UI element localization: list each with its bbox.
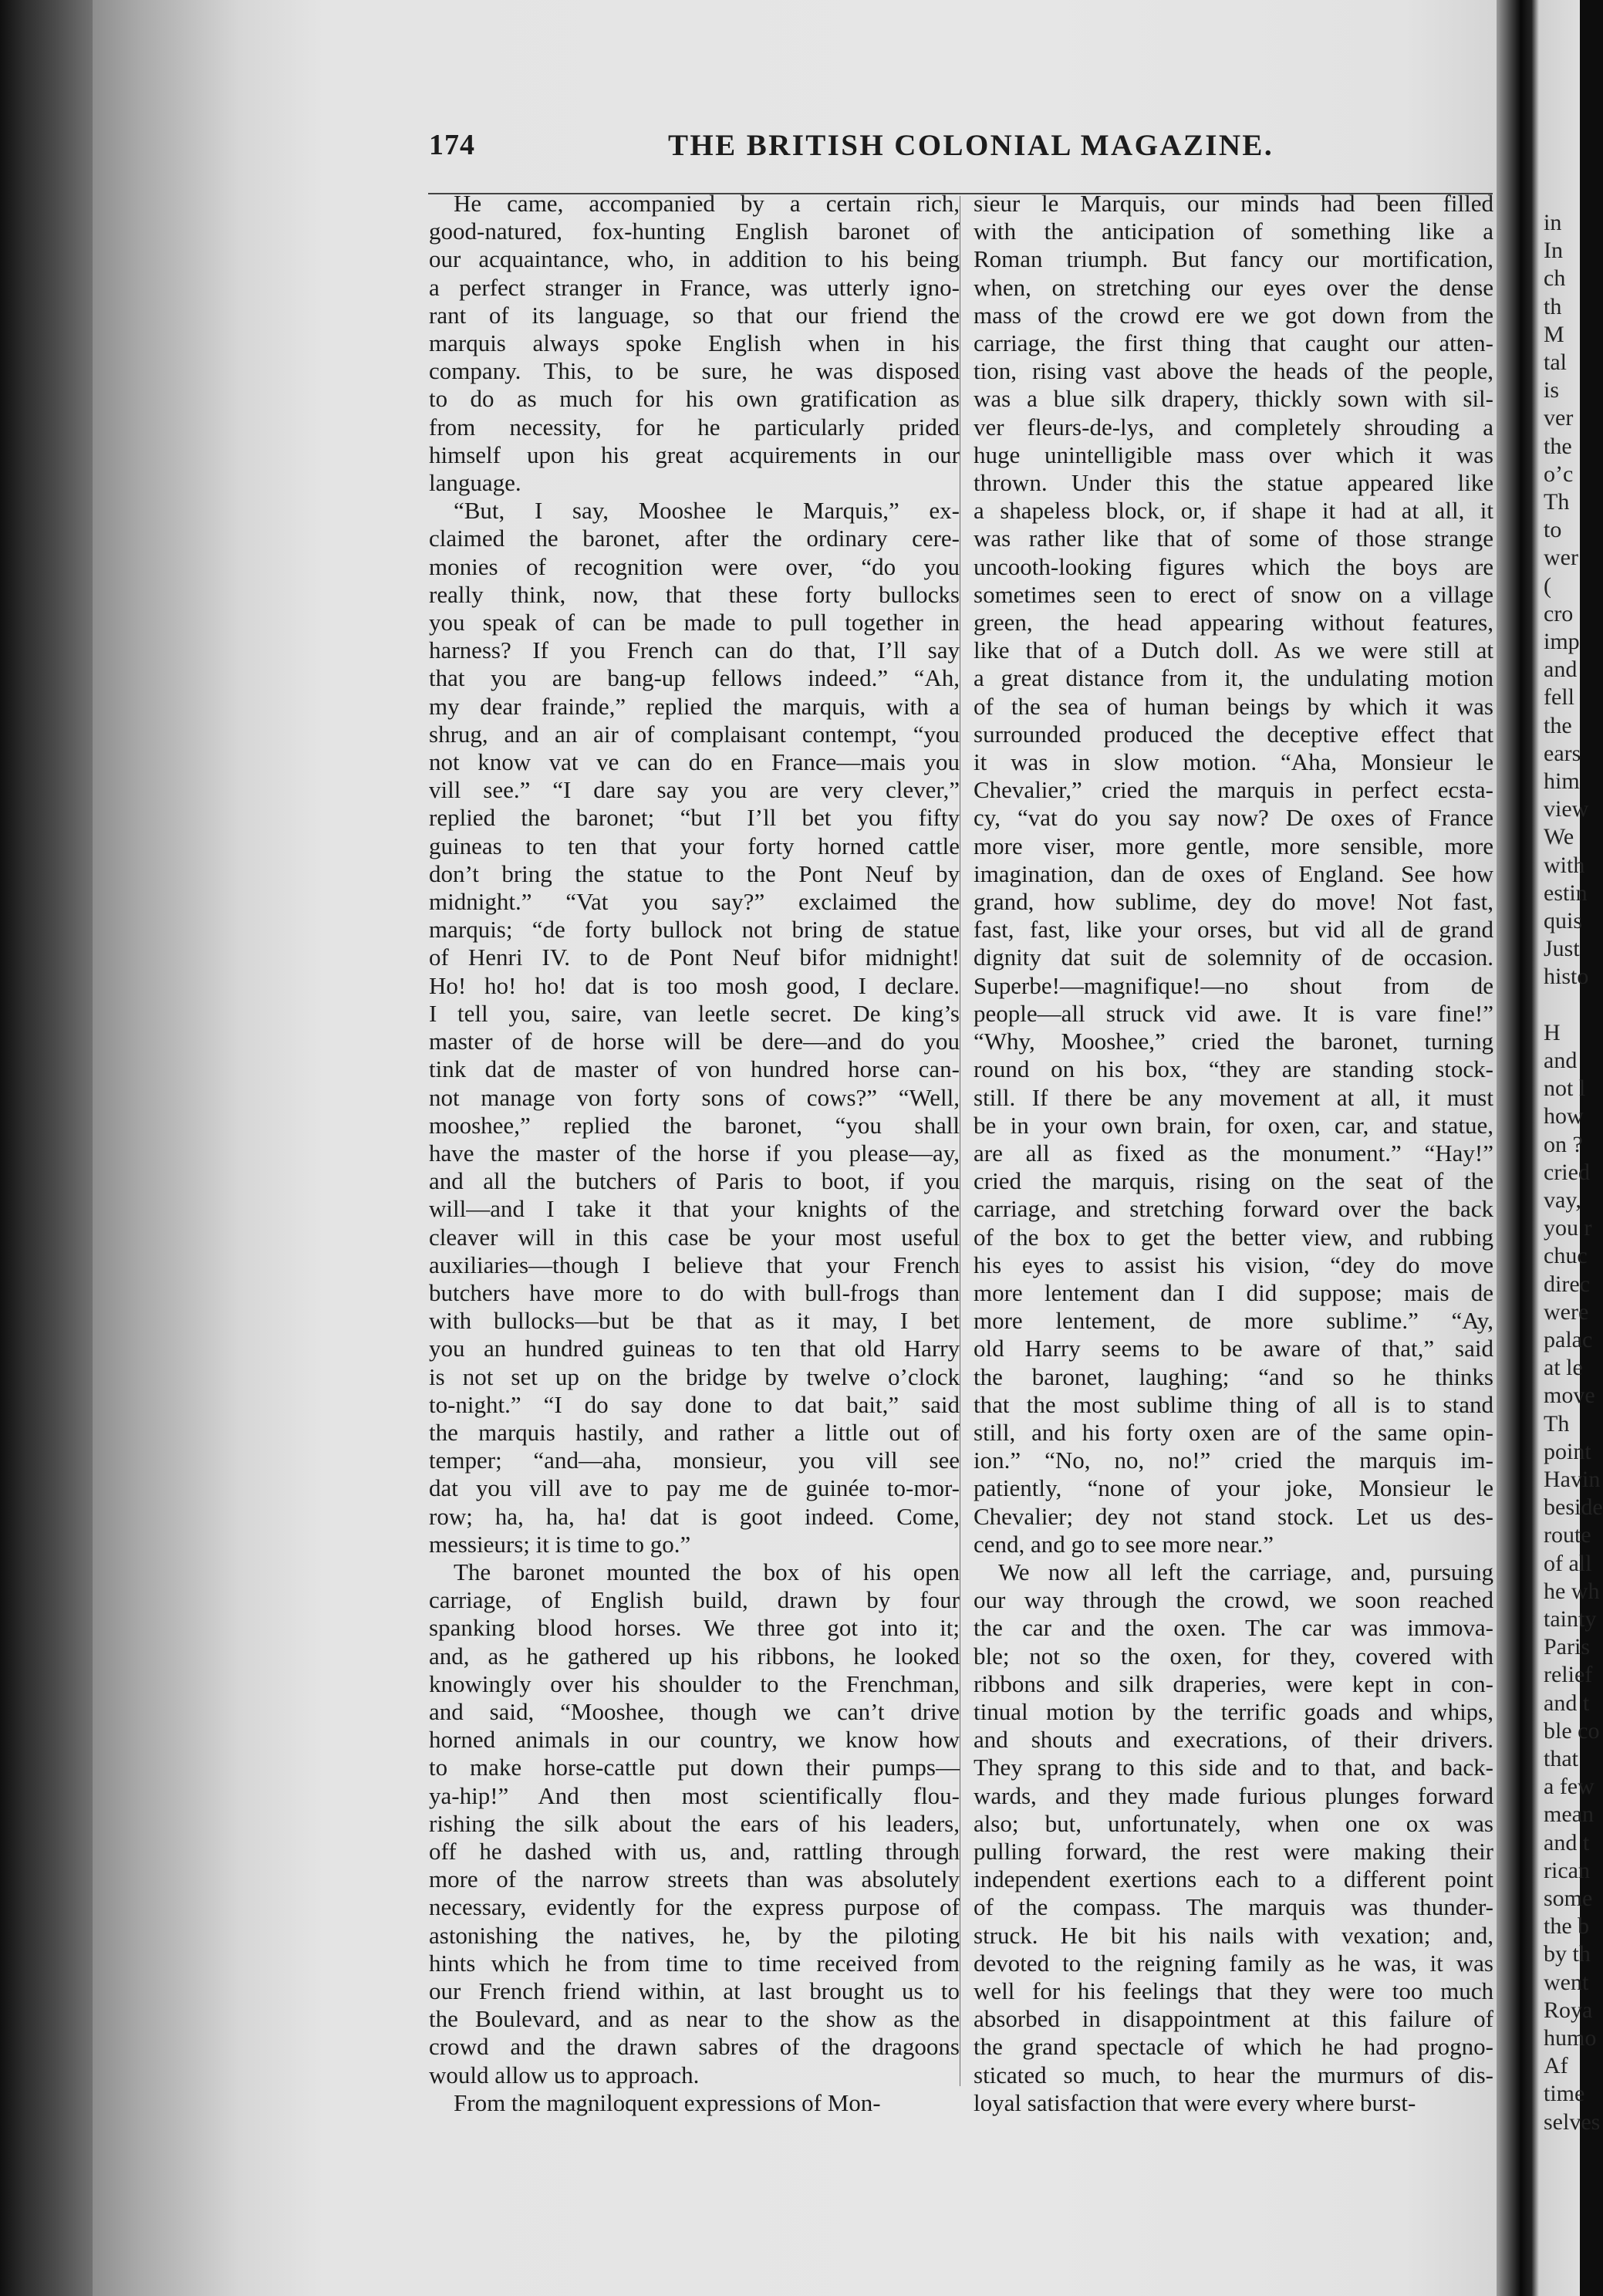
text-line: well for his feelings that they were too much [974,1977,1493,2004]
facing-page-fragment: and t [1544,1829,1590,1855]
facing-page-fragment: Th [1544,1410,1570,1437]
left-text-column [429,190,960,2116]
facing-page-fragment: estin [1544,880,1588,906]
text-line: “But, I say, Mooshee le Marquis,” ex- [454,497,960,525]
facing-page-fragment: route [1544,1522,1591,1548]
text-line: Chevalier; dey not stand stock. Let us des- [974,1502,1493,1530]
text-line: was rather like that of some of those strange [974,525,1493,552]
facing-page-fragment: move [1544,1383,1595,1409]
text-line: you speak of can be made to pull together in [429,609,960,636]
text-line: wards, and they made furious plunges forward [974,1781,1493,1809]
running-head [429,128,1481,177]
text-line: marquis; “de forty bullock not bring de statue [429,916,960,944]
facing-page [1531,0,1603,2296]
text-line: company. This, to be sure, he was disposed [429,357,960,385]
text-line: cleaver will in this case be your most useful [429,1223,960,1251]
text-line: shrug, and an air of complaisant contempt, “you [429,720,960,748]
facing-page-fragment: and [1544,657,1578,683]
facing-page-fragment: Just [1544,936,1580,962]
facing-page-fragment: and [1544,1048,1578,1073]
text-line: guineas to ten that your forty horned cattle [429,832,960,859]
facing-page-fragment: cried [1544,1159,1590,1185]
text-line: Ho! ho! ho! dat is too mosh good, I declare. [429,971,960,999]
text-line: He came, accompanied by a certain rich, [454,190,960,217]
text-line: They sprang to this side and to that, and back- [974,1754,1493,1781]
text-line: still. If there be any movement at all, it must [974,1083,1493,1111]
facing-page-fragment: ver [1544,405,1574,431]
text-line: old Harry seems to be aware of that,” said [974,1335,1493,1362]
text-line: From the magniloquent expressions of Mon- [454,2088,881,2116]
text-line: ion.” “No, no, no!” cried the marquis im- [974,1447,1493,1474]
text-line: spanking blood horses. We three got into it; [429,1614,960,1642]
text-line: more of the narrow streets than was absolutely [429,1866,960,1893]
text-line: have the master of the horse if you please—ay, [429,1139,960,1167]
text-line: butchers have more to do with bull-frogs than [429,1278,960,1306]
facing-page-fragment: In [1544,238,1563,264]
text-line: our acquaintance, who, in addition to his being [429,245,960,273]
text-line: and said, “Mooshee, though we can’t drive [429,1697,960,1725]
facing-page-fragment: ble co [1544,1717,1600,1744]
text-line: master of de horse will be dere—and do you [429,1028,960,1055]
facing-page-fragment: chuc [1544,1243,1588,1269]
text-line: a shapeless block, or, if shape it had at all, it [974,497,1493,525]
text-line: huge unintelligible mass over which it was [974,441,1493,468]
text-line: language. [429,469,521,497]
text-line: We now all left the carriage, and, pursuing [998,1558,1493,1585]
facing-page-fragment: Havin [1544,1467,1601,1492]
text-line: my dear frainde,” replied the marquis, with a [429,692,960,720]
text-line: people—all struck vid awe. It is vare fine!” [974,999,1493,1027]
facing-page-fragment: o’c [1544,461,1574,487]
text-line: of the sea of human beings by which it was [974,692,1493,720]
text-line: loyal satisfaction that were every where burst- [974,2088,1416,2116]
facing-page-fragment: to [1544,517,1562,543]
book-fore-edge [0,0,100,2296]
text-line: astonishing the natives, he, by the piloting [429,1921,960,1949]
facing-page-fragment: he wh [1544,1578,1600,1604]
text-line: carriage, the first thing that caught our atten- [974,329,1493,357]
facing-page-fragment: direc [1544,1271,1590,1297]
text-line: would allow us to approach. [429,2061,700,2088]
facing-page-fragment: selves [1544,2109,1601,2135]
facing-page-fragment: the [1544,712,1572,738]
text-line: the baronet, laughing; “and so he thinks [974,1362,1493,1390]
text-line: you an hundred guineas to ten that old Harry [429,1335,960,1362]
text-line: of the box to get the better view, and rubbing [974,1223,1493,1251]
text-line: to make horse-cattle put down their pumps— [429,1754,960,1781]
text-line: tink dat de master of von hundred horse can- [429,1055,960,1083]
facing-page-fragment: rican [1544,1857,1590,1883]
text-line: round on his box, “they are standing stock- [974,1055,1493,1083]
text-line: cy, “vat do you say now? De oxes of France [974,804,1493,832]
text-line: carriage, and stretching forward over the back [974,1195,1493,1223]
text-line: thrown. Under this the statue appeared like [974,469,1493,497]
text-line: hints which he from time to time received from [429,1949,960,1977]
facing-page-fragment: th [1544,293,1562,319]
facing-page-fragment: you r [1544,1215,1592,1241]
facing-page-fragment: Af [1544,2053,1568,2079]
text-line: crowd and the drawn sabres of the dragoons [429,2033,960,2061]
right-text-column [974,190,1493,2116]
facing-page-fragment: tainty [1544,1606,1597,1632]
text-line: green, the head appearing without features, [974,609,1493,636]
text-line: dat you vill ave to pay me de guinée to-mor- [429,1474,960,1502]
facing-page-fragment: ears [1544,740,1581,766]
facing-page-fragment: and t [1544,1690,1590,1716]
facing-page-fragment: is [1544,377,1560,403]
text-line: and all the butchers of Paris to boot, if you [429,1167,960,1195]
text-line: will—and I take it that your knights of the [429,1195,960,1223]
text-line: “Why, Mooshee,” cried the baronet, turning [974,1028,1493,1055]
text-line: claimed the baronet, after the ordinary cere- [429,525,960,552]
text-line: cend, and go to see more near.” [974,1530,1274,1558]
text-line: tinual motion by the terrific goads and whips, [974,1697,1493,1725]
text-line: off he dashed with us, and, rattling through [429,1837,960,1865]
facing-page-fragment: Roya [1544,1997,1593,2023]
text-line: more viser, more gentle, more sensible, more [974,832,1493,859]
text-line: messieurs; it is time to go.” [429,1530,691,1558]
facing-page-fragment: in [1544,210,1562,235]
facing-page-fragment: We [1544,824,1574,850]
text-line: is not set up on the bridge by twelve o’clock [429,1362,960,1390]
text-line: temper; “and—aha, monsieur, you vill see [429,1447,960,1474]
text-line: and shouts and execrations, of their drivers. [974,1726,1493,1754]
text-line: the Boulevard, and as near to the show as the [429,2005,960,2033]
text-line: harness? If you French can do that, I’ll say [429,636,960,664]
text-line: tion, rising vast above the heads of the people, [974,357,1493,385]
text-line: midnight.” “Vat you say?” exclaimed the [429,888,960,916]
text-line: imagination, dan de oxes of England. See how [974,859,1493,887]
text-line: vill see.” “I dare say you are very clever,” [429,776,960,804]
text-line: the marquis hastily, and rather a little out of [429,1418,960,1446]
text-line: with the anticipation of something like a [974,218,1493,245]
facing-page-fragment: beside [1544,1494,1603,1521]
text-line: sieur le Marquis, our minds had been filled [974,190,1493,217]
text-line: not know vat ve can do en France—mais you [429,748,960,776]
facing-page-fragment: cro [1544,600,1574,626]
text-line: also; but, unfortunately, when one ox was [974,1809,1493,1837]
text-line: more lentement, de more sublime.” “Ay, [974,1307,1493,1335]
text-line: be in your own brain, for oxen, car, and statue, [974,1111,1493,1139]
facing-page-fragment: were [1544,1298,1589,1325]
text-line: knowingly over his shoulder to the Frenchman, [429,1670,960,1697]
text-line: was a blue silk drapery, thickly sown with sil- [974,385,1493,413]
text-line: that you are bang-up fellows indeed.” “Ah, [429,664,960,692]
text-line: Superbe!—magnifique!—no shout from de [974,971,1493,999]
text-line: not manage von forty sons of cows?” “Well, [429,1083,960,1111]
text-line: rant of its language, so that our friend the [429,301,960,329]
text-line: Roman triumph. But fancy our mortification, [974,245,1493,273]
text-line: good-natured, fox-hunting English baronet of [429,218,960,245]
facing-page-fragment: Th [1544,489,1570,515]
text-line: his eyes to assist his vision, “dey do move [974,1251,1493,1278]
text-line: dignity dat suit de solemnity of de occasion. [974,944,1493,971]
text-line: really think, now, that these forty bullocks [429,580,960,608]
text-line: more lentement dan I did suppose; mais de [974,1278,1493,1306]
text-line: pulling forward, the rest were making their [974,1837,1493,1865]
facing-page-fragment: ( [1544,572,1551,599]
facing-page-fragment: fell [1544,684,1574,711]
text-line: devoted to the reigning family as he was, it was [974,1949,1493,1977]
facing-page-fragment: M [1544,321,1564,347]
text-line: the car and the oxen. The car was immova- [974,1614,1493,1642]
text-line: our French friend within, at last brought us to [429,1977,960,2004]
facing-page-fragment: how [1544,1103,1584,1129]
facing-page-fragment: him [1544,768,1580,794]
text-line: fast, fast, like your orses, but vid all de grand [974,916,1493,944]
text-line: sometimes seen to erect of snow on a village [974,580,1493,608]
facing-page-fragment: H [1544,1019,1561,1045]
text-line: with bullocks—but be that as it may, I bet [429,1307,960,1335]
text-line: uncooth-looking figures which the boys are [974,552,1493,580]
text-line: that the most sublime thing of all is to stand [974,1390,1493,1418]
facing-page-fragment: ch [1544,265,1566,292]
text-line: surrounded produced the deceptive effect that [974,720,1493,748]
text-line: horned animals in our country, we know how [429,1726,960,1754]
text-line: row; ha, ha, ha! dat is goot indeed. Come, [429,1502,960,1530]
text-line: of the compass. The marquis was thunder- [974,1893,1493,1921]
facing-page-fragment: tal [1544,349,1567,375]
text-line: ribbons and silk draperies, were kept in con- [974,1670,1493,1697]
facing-page-fragment: humo [1544,2025,1597,2051]
text-line: I tell you, saire, van leetle secret. De king’s [429,999,960,1027]
text-line: of Henri IV. to de Pont Neuf bifor midnight! [429,944,960,971]
facing-page-fragment: point [1544,1438,1591,1464]
text-line: necessary, evidently for the express purpose of [429,1893,960,1921]
text-line: and, as he gathered up his ribbons, he looked [429,1642,960,1670]
facing-page-fragment: time [1544,2081,1585,2107]
text-line: it was in slow motion. “Aha, Monsieur le [974,748,1493,776]
text-line: rishing the silk about the ears of his leaders, [429,1809,960,1837]
text-line: ble; not so the oxen, for they, covered with [974,1642,1493,1670]
text-line: absorbed in disappointment at this failure of [974,2005,1493,2033]
text-line: struck. He bit his nails with vexation; and, [974,1921,1493,1949]
text-line: don’t bring the statue to the Pont Neuf by [429,859,960,887]
text-line: himself upon his great acquirements in our [429,441,960,468]
text-line: grand, how sublime, dey do move! Not fast, [974,888,1493,916]
text-line: auxiliaries—though I believe that your French [429,1251,960,1278]
facing-page-fragment: the b [1544,1913,1590,1940]
facing-page-fragment: mean [1544,1801,1594,1828]
facing-page-fragment: a few [1544,1774,1595,1800]
text-line: ya-hip!” And then most scientifically flou- [429,1781,960,1809]
facing-page-fragment: went [1544,1969,1589,1995]
facing-page-fragment: the [1544,433,1572,459]
text-line: The baronet mounted the box of his open [454,1558,960,1585]
magazine-title: THE BRITISH COLONIAL MAGAZINE. [668,129,1274,162]
text-line: the grand spectacle of which he had progno- [974,2033,1493,2061]
text-line: mass of the crowd ere we got down from the [974,301,1493,329]
facing-page-fragment: at le [1544,1355,1583,1381]
facing-page-fragment: relief [1544,1662,1593,1688]
book-gutter [1497,0,1531,2296]
text-line: to do as much for his own gratification as [429,385,960,413]
text-line: sticated so much, to hear the murmurs of dis- [974,2061,1493,2088]
text-line: our way through the crowd, we soon reached [974,1586,1493,1614]
facing-page-fragment: quis [1544,908,1583,934]
text-line: patiently, “none of your joke, Monsieur le [974,1474,1493,1502]
text-line: a great distance from it, the undulating motion [974,664,1493,692]
facing-page-fragment: of all [1544,1550,1592,1576]
facing-page-fragment: that [1544,1746,1578,1771]
facing-page-fragment: vay, [1544,1187,1581,1213]
text-line: from necessity, for he particularly prided [429,413,960,441]
facing-page-fragment: on ? [1544,1131,1583,1157]
facing-page-fragment: histo [1544,964,1589,990]
text-line: ver fleurs-de-lys, and completely shrouding a [974,413,1493,441]
text-line: are all as fixed as the monument.” “Hay!” [974,1139,1493,1167]
page-number: 174 [429,129,475,161]
facing-page-fragment: some [1544,1886,1593,1911]
facing-page-fragment: not l [1544,1075,1586,1102]
facing-page-fragment: with [1544,852,1585,878]
text-line: still, and his forty oxen are of the same opin- [974,1418,1493,1446]
text-line: mooshee,” replied the baronet, “you shall [429,1111,960,1139]
text-line: Chevalier,” cried the marquis in perfect ecsta- [974,776,1493,804]
text-line: cried the marquis, rising on the seat of the [974,1167,1493,1195]
text-line: when, on stretching our eyes over the dense [974,273,1493,301]
facing-page-fragment: imp [1544,629,1580,654]
text-line: a perfect stranger in France, was utterly igno- [429,273,960,301]
facing-page-fragment: wer [1544,545,1578,571]
facing-page-fragment: by th [1544,1941,1591,1967]
text-line: replied the baronet; “but I’ll bet you fifty [429,804,960,832]
text-line: independent exertions each to a different point [974,1866,1493,1893]
text-line: monies of recognition were over, “do you [429,552,960,580]
text-line: like that of a Dutch doll. As we were still at [974,636,1493,664]
text-line: to-night.” “I do say done to dat bait,” said [429,1390,960,1418]
text-line: marquis always spoke English when in his [429,329,960,357]
facing-page-fragment: Paris [1544,1634,1590,1660]
text-line: carriage, of English build, drawn by four [429,1586,960,1614]
facing-page-fragment: palac [1544,1327,1593,1352]
facing-page-fragment: view [1544,796,1589,822]
